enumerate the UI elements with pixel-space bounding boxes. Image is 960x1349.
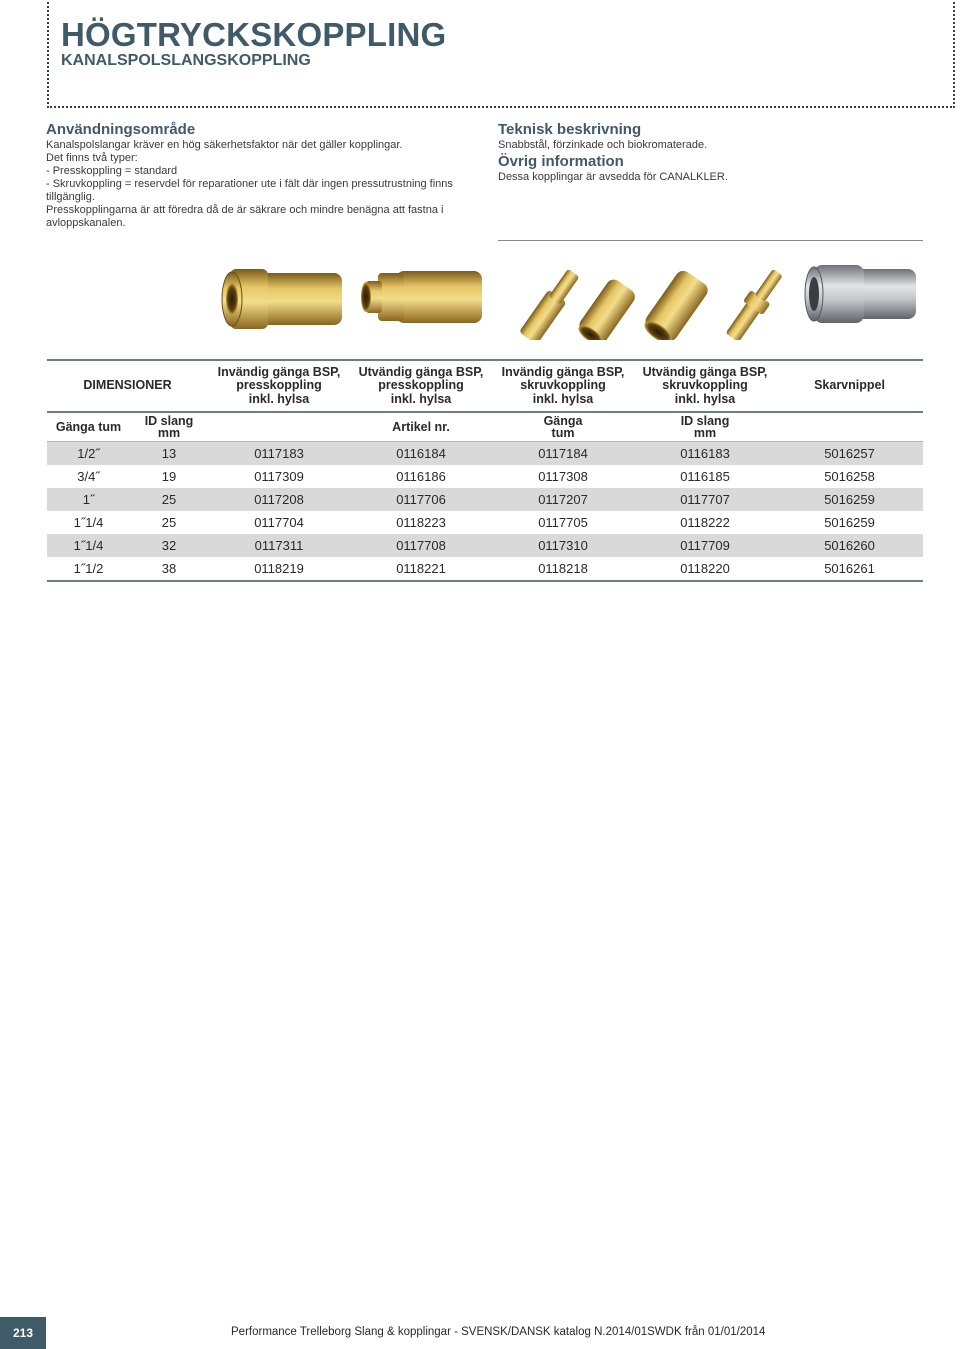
cell-thread: 1˝1/2 [47, 557, 130, 581]
col-header-line: Utvändig gänga BSP, [358, 364, 484, 379]
col-female-press [208, 360, 350, 412]
cell-article: 0117707 [634, 488, 776, 511]
cell-article: 0118222 [680, 515, 730, 530]
page-subtitle: KANALSPOLSLANGSKOPPLING [61, 52, 311, 69]
product-image-male-screw-nipple [722, 265, 788, 340]
cell-article: 0118218 [492, 557, 634, 581]
cell-article: 0117183 [208, 442, 350, 466]
table-row [47, 465, 923, 488]
cell-article: 0116183 [634, 442, 776, 466]
col-header-line: presskoppling [378, 378, 464, 393]
product-image-female-screw [519, 266, 583, 340]
cell-article: 0117184 [492, 442, 634, 466]
technical-heading: Teknisk beskrivning [498, 121, 642, 138]
col-female-screw [492, 360, 634, 412]
cell-article: 0118221 [350, 557, 492, 581]
cell-article: 0117705 [538, 515, 588, 530]
table-row [47, 511, 923, 534]
other-info-heading: Övrig information [498, 153, 624, 170]
cell-article: 5016257 [776, 442, 923, 466]
other-info-text: Dessa kopplingar är avsedda för CANALKLER. [498, 171, 728, 183]
product-image-female-screw-nut [574, 277, 638, 340]
col-male-screw [634, 360, 776, 412]
cell-thread: 1˝1/4 [73, 515, 104, 530]
cell-article: 0118220 [634, 557, 776, 581]
cell-article: 0116184 [350, 442, 492, 466]
cell-hose-id: 25 [130, 488, 208, 511]
cell-article: 0117310 [492, 534, 634, 557]
cell-article: 0116186 [396, 469, 446, 484]
col-header-line: skruvkoppling [662, 378, 748, 393]
usage-line: Kanalspolslangar kräver en hög säkerhetsfaktor när det gäller kopplingar. [46, 139, 403, 151]
subcol-line: mm [157, 426, 181, 440]
table-row [47, 442, 923, 466]
cell-article: 0117704 [254, 515, 304, 530]
cell-article: 0117309 [254, 469, 304, 484]
cell-article: 5016260 [776, 534, 923, 557]
subcol-hose-id-2 [634, 412, 776, 442]
cell-article: 5016258 [824, 469, 875, 484]
subcol-line: tum [551, 426, 575, 440]
subcol-thread-2 [492, 412, 634, 442]
table-subheader-row [47, 412, 923, 442]
col-dimensions: DIMENSIONER [47, 360, 208, 412]
technical-text: Snabbstål, förzinkade och biokromaterade. [498, 139, 708, 151]
cell-article: 5016259 [824, 515, 875, 530]
col-header-line: inkl. hylsa [674, 391, 736, 406]
usage-line: tillgänglig. [46, 191, 95, 203]
page-number: 213 [0, 1317, 46, 1349]
cell-article: 0116185 [680, 469, 730, 484]
subcol-hose-id [130, 412, 208, 442]
subcol-thread: Gänga tum [47, 412, 130, 442]
cell-thread: 3/4˝ [77, 469, 100, 484]
footer-text: Performance Trelleborg Slang & kopplingar - SVENSK/DANSK katalog N.2014/01SWDK från 01/01/2014 [231, 1326, 766, 1338]
cell-article: 0117706 [350, 488, 492, 511]
subcol-line: Gänga [543, 413, 583, 428]
cell-article: 0117311 [208, 534, 350, 557]
col-header-line: Utvändig gänga BSP, [642, 364, 768, 379]
cell-article: 0117207 [492, 488, 634, 511]
usage-line: avloppskanalen. [46, 217, 126, 229]
cell-article: 0118223 [396, 515, 446, 530]
section-divider [498, 240, 923, 241]
product-image-male-screw [639, 268, 710, 340]
cell-thread: 1˝1/4 [47, 534, 130, 557]
usage-text [46, 139, 466, 230]
cell-article: 0117208 [208, 488, 350, 511]
cell-article: 0117708 [350, 534, 492, 557]
usage-line: - Skruvkoppling = reservdel för reparationer ute i fält där ingen pressutrustning finns [46, 178, 453, 190]
col-header-line: Invändig gänga BSP, [217, 364, 341, 379]
usage-line: Det finns två typer: [46, 152, 138, 164]
cell-hose-id: 38 [130, 557, 208, 581]
col-header-line: skruvkoppling [520, 378, 606, 393]
col-header-line: presskoppling [236, 378, 322, 393]
subcol-article: Artikel nr. [350, 412, 492, 442]
product-image-female-press [222, 269, 342, 329]
coupling-table [47, 359, 923, 582]
product-image-male-press [361, 271, 482, 323]
cell-hose-id: 25 [161, 515, 177, 530]
col-header-line: inkl. hylsa [532, 391, 594, 406]
usage-section [46, 121, 466, 230]
subcol-line: mm [693, 426, 717, 440]
cell-article: 5016259 [776, 488, 923, 511]
col-splice-nipple: Skarvnippel [776, 360, 923, 412]
table-header-row [47, 360, 923, 412]
page-title: HÖGTRYCKSKOPPLING [61, 16, 447, 53]
subcol-empty [208, 412, 350, 442]
cell-thread: 1˝ [47, 488, 130, 511]
table-row [47, 557, 923, 581]
table-body [47, 442, 923, 582]
col-male-press [350, 360, 492, 412]
cell-article: 0117308 [538, 469, 588, 484]
technical-section [498, 121, 918, 184]
col-header-line: inkl. hylsa [390, 391, 452, 406]
cell-hose-id: 32 [130, 534, 208, 557]
product-images [210, 255, 930, 340]
usage-heading: Användningsområde [46, 121, 196, 138]
usage-line: - Presskoppling = standard [46, 165, 178, 177]
subcol-line: ID slang [144, 413, 194, 428]
cell-hose-id: 19 [161, 469, 177, 484]
table-row [47, 534, 923, 557]
cell-thread: 1/2˝ [47, 442, 130, 466]
col-header-line: Invändig gänga BSP, [501, 364, 625, 379]
subcol-empty [776, 412, 923, 442]
cell-article: 5016261 [776, 557, 923, 581]
col-header-line: inkl. hylsa [248, 391, 310, 406]
table-row [47, 488, 923, 511]
subcol-line: ID slang [680, 413, 730, 428]
cell-article: 0118219 [208, 557, 350, 581]
product-image-splice-nipple [805, 265, 916, 323]
usage-line: Presskopplingarna är att föredra då de är säkrare och mindre benägna att fastna i [46, 204, 444, 216]
cell-hose-id: 13 [130, 442, 208, 466]
cell-article: 0117709 [634, 534, 776, 557]
